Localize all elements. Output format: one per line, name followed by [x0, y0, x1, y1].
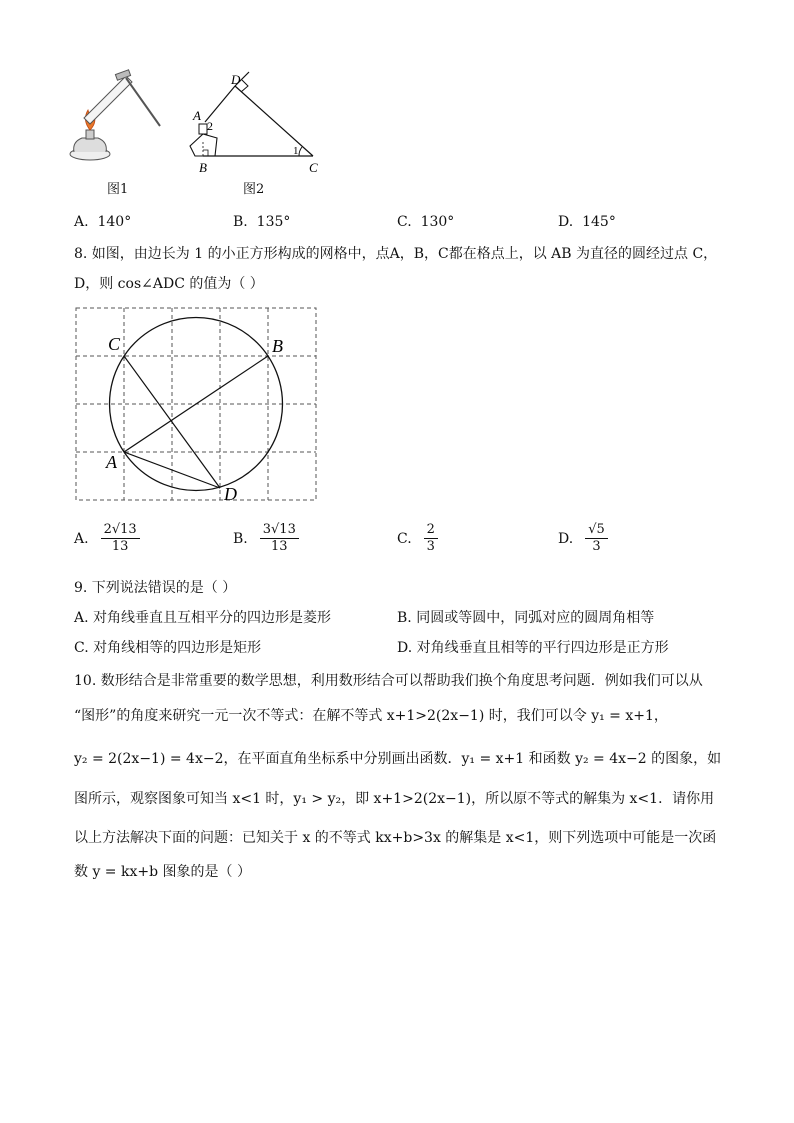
figure-2-caption: 图2	[243, 182, 265, 197]
fig2-label-angle2: 2	[207, 119, 213, 133]
figure-1-lab-apparatus	[60, 66, 170, 176]
q7-option-b: B. 135°	[233, 214, 291, 230]
q8-option-b: B. $\frac{3√13}{13}$	[233, 522, 299, 555]
fig2-label-angle1: 1	[293, 145, 299, 157]
q8-option-c: C. $\frac{2}{3}$	[397, 522, 438, 555]
fig2-label-c: C	[309, 160, 318, 175]
q9-option-d: D. 对角线垂直且相等的平行四边形是正方形	[397, 640, 669, 656]
q8-label-a: A	[106, 452, 117, 472]
q9-option-c: C. 对角线相等的四边形是矩形	[74, 640, 262, 656]
fig2-label-d: D	[231, 72, 241, 87]
figure-2-triangle	[185, 66, 325, 178]
q8-option-a: A. $\frac{2√13}{13}$	[74, 522, 140, 555]
q9-option-a: A. 对角线垂直且互相平分的四边形是菱形	[74, 610, 332, 626]
fig2-label-a: A	[193, 108, 201, 123]
q10-line1: 10. 数形结合是非常重要的数学思想，利用数形结合可以帮助我们换个角度思考问题．例如我们可以从	[74, 673, 703, 689]
q8-option-d: D. $\frac{√5}{3}$	[558, 522, 608, 555]
q9-stem: 9. 下列说法错误的是（ ）	[74, 580, 237, 596]
q7-option-a: A. 140°	[74, 214, 132, 230]
q10-line3: y₂ = 2(2x−1) = 4x−2，在平面直角坐标系中分别画出函数．y₁ = x+1 和函数 y₂ = 4x−2 的图象，如	[74, 751, 722, 767]
q10-line2: “图形”的角度来研究一元一次不等式：在解不等式 x+1>2(2x−1) 时，我们可以令 y₁ = x+1，	[74, 708, 668, 724]
q8-label-d: D	[224, 484, 237, 504]
fig2-label-b: B	[199, 160, 207, 175]
q10-line5: 以上方法解决下面的问题：已知关于 x 的不等式 kx+b>3x 的解集是 x<1，则下列选项中可能是一次函	[74, 830, 717, 846]
q8-stem-line2: D，则 cos∠ADC 的值为（ ）	[74, 276, 264, 292]
q8-label-c: C	[108, 334, 121, 354]
q10-line6: 数 y = kx+b 图象的是（ ）	[74, 864, 251, 880]
q8-label-b: B	[272, 336, 283, 356]
q8-grid-figure	[66, 300, 328, 510]
q8-stem-line1: 8. 如图，由边长为 1 的小正方形构成的网格中，点A，B，C都在格点上，以 AB 为直径的圆经过点 C，	[74, 246, 718, 262]
q7-option-c: C. 130°	[397, 214, 455, 230]
q9-option-b: B. 同圆或等圆中，同弧对应的圆周角相等	[397, 610, 655, 626]
q7-option-d: D. 145°	[558, 214, 616, 230]
q10-line4: 图所示，观察图象可知当 x<1 时，y₁ > y₂，即 x+1>2(2x−1)，所以原不等式的解集为 x<1．请你用	[74, 791, 715, 807]
figure-1-caption: 图1	[107, 182, 129, 197]
